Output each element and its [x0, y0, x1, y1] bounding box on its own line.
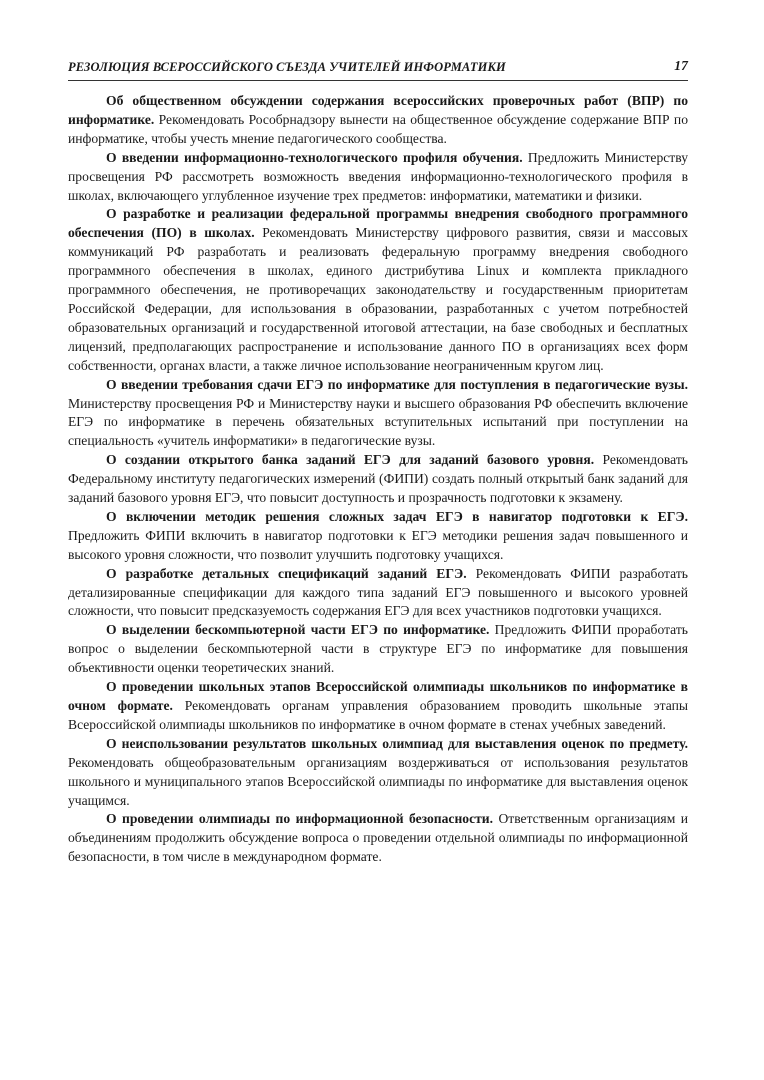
paragraph	[68, 565, 688, 622]
paragraph	[68, 92, 688, 149]
paragraph-text: Рекомендовать ФИПИ разработать детализированные спецификации для каждого типа заданий ЕГЭ повышенного и высокого уровней сложности, что повысит предсказуемость содержания ЕГЭ для всех участников подготовки учащихся.	[68, 565, 688, 619]
paragraph-text: Министерству просвещения РФ и Министерству науки и высшего образования РФ обеспечить включение ЕГЭ по информатике в перечень обязательных вступительных испытаний при поступлении на специальность «учитель информатики» в педагогические вузы.	[68, 395, 688, 449]
paragraph	[68, 678, 688, 735]
paragraph	[68, 451, 688, 508]
paragraph-heading: О включении методик решения сложных задач ЕГЭ в навигатор подготовки к ЕГЭ.	[106, 508, 688, 524]
paragraph-heading: О проведении школьных этапов Всероссийской олимпиады школьников по информатике в очном формате.	[68, 679, 688, 713]
running-header	[68, 58, 688, 81]
paragraph-heading: О проведении олимпиады по информационной безопасности.	[106, 811, 494, 827]
paragraph-heading: О создании открытого банка заданий ЕГЭ для заданий базового уровня.	[106, 452, 595, 468]
paragraph-text: Ответственным организациям и объединениям продолжить обсуждение вопроса о проведении отдельной олимпиады по информационной безопасности, в том числе в международном формате.	[68, 811, 688, 865]
page-number: 17	[674, 58, 688, 73]
paragraph	[68, 205, 688, 375]
paragraph-heading: О неиспользовании результатов школьных олимпиад для выставления оценок по предмету.	[106, 735, 688, 751]
body-text	[68, 92, 688, 867]
running-title: РЕЗОЛЮЦИЯ ВСЕРОССИЙСКОГО СЪЕЗДА УЧИТЕЛЕЙ ИНФОРМАТИКИ	[68, 60, 506, 74]
paragraph-text: Предложить Министерству просвещения РФ рассмотреть возможность введения информационно-технологического профиля в школах, включающего углубленное изучение трех предметов: информатики, математики и физики.	[68, 149, 688, 203]
paragraph	[68, 149, 688, 206]
paragraph-heading: О введении требования сдачи ЕГЭ по информатике для поступления в педагогические вузы.	[106, 376, 688, 392]
paragraph-text: Рекомендовать органам управления образованием проводить школьные этапы Всероссийской олимпиады школьников по информатике в очном формате в стенах учебных заведений.	[68, 698, 688, 732]
paragraph-heading: О введении информационно-технологического профиля обучения.	[106, 149, 523, 165]
paragraph-heading: Об общественном обсуждении содержания всероссийских проверочных работ (ВПР) по информатике.	[68, 93, 688, 127]
paragraph-heading: О выделении бескомпьютерной части ЕГЭ по информатике.	[106, 622, 490, 638]
paragraph-heading: О разработке и реализации федеральной программы внедрения свободного программного обеспечения (ПО) в школах.	[68, 206, 688, 241]
paragraph	[68, 508, 688, 565]
paragraph	[68, 621, 688, 678]
paragraph	[68, 810, 688, 867]
paragraph-text: Предложить ФИПИ проработать вопрос о выделении бескомпьютерной части в структуре ЕГЭ по информатике для повышения объективности оценки теоретических знаний.	[68, 622, 688, 676]
paragraph-text: Рекомендовать Рособрнадзору вынести на общественное обсуждение содержание ВПР по информатике, чтобы учесть мнение педагогического сообщества.	[68, 111, 688, 146]
paragraph-text: Предложить ФИПИ включить в навигатор подготовки к ЕГЭ методики решения задач повышенного и высокого уровня сложности, что позволит улучшить подготовку учащихся.	[68, 527, 688, 562]
paragraph-heading: О разработке детальных спецификаций заданий ЕГЭ.	[106, 565, 467, 581]
paragraph-text: Рекомендовать Федеральному институту педагогических измерений (ФИПИ) создать полный открытый банк заданий для заданий базового уровня ЕГЭ, что повысит доступность и прозрачность подготовки к экзамену.	[68, 452, 688, 506]
paragraph-text: Рекомендовать общеобразовательным организациям воздерживаться от использования результатов школьного и муниципального этапов Всероссийской олимпиады по информатике для выставления оценок учащимся.	[68, 754, 688, 808]
paragraph	[68, 735, 688, 811]
paragraph	[68, 376, 688, 452]
paragraph-text: Рекомендовать Министерству цифрового развития, связи и массовых коммуникаций РФ разработать и реализовать федеральную программу внедрения свободного программного обеспечения в школах, единого дистрибутива Linux и комплекта прикладного программного обеспечения, не противоречащих законодательству и государственным приоритетам Российской Федерации, для использования в образовании, разработанных с учетом потребностей образовательных организаций и государственной итоговой аттестации, на базе свободных и бесплатных лицензий, предполагающих распространение и использование данного ПО в организациях всех форм собственности, органах власти, а также личное использование неограниченным кругом лиц.	[68, 225, 688, 373]
